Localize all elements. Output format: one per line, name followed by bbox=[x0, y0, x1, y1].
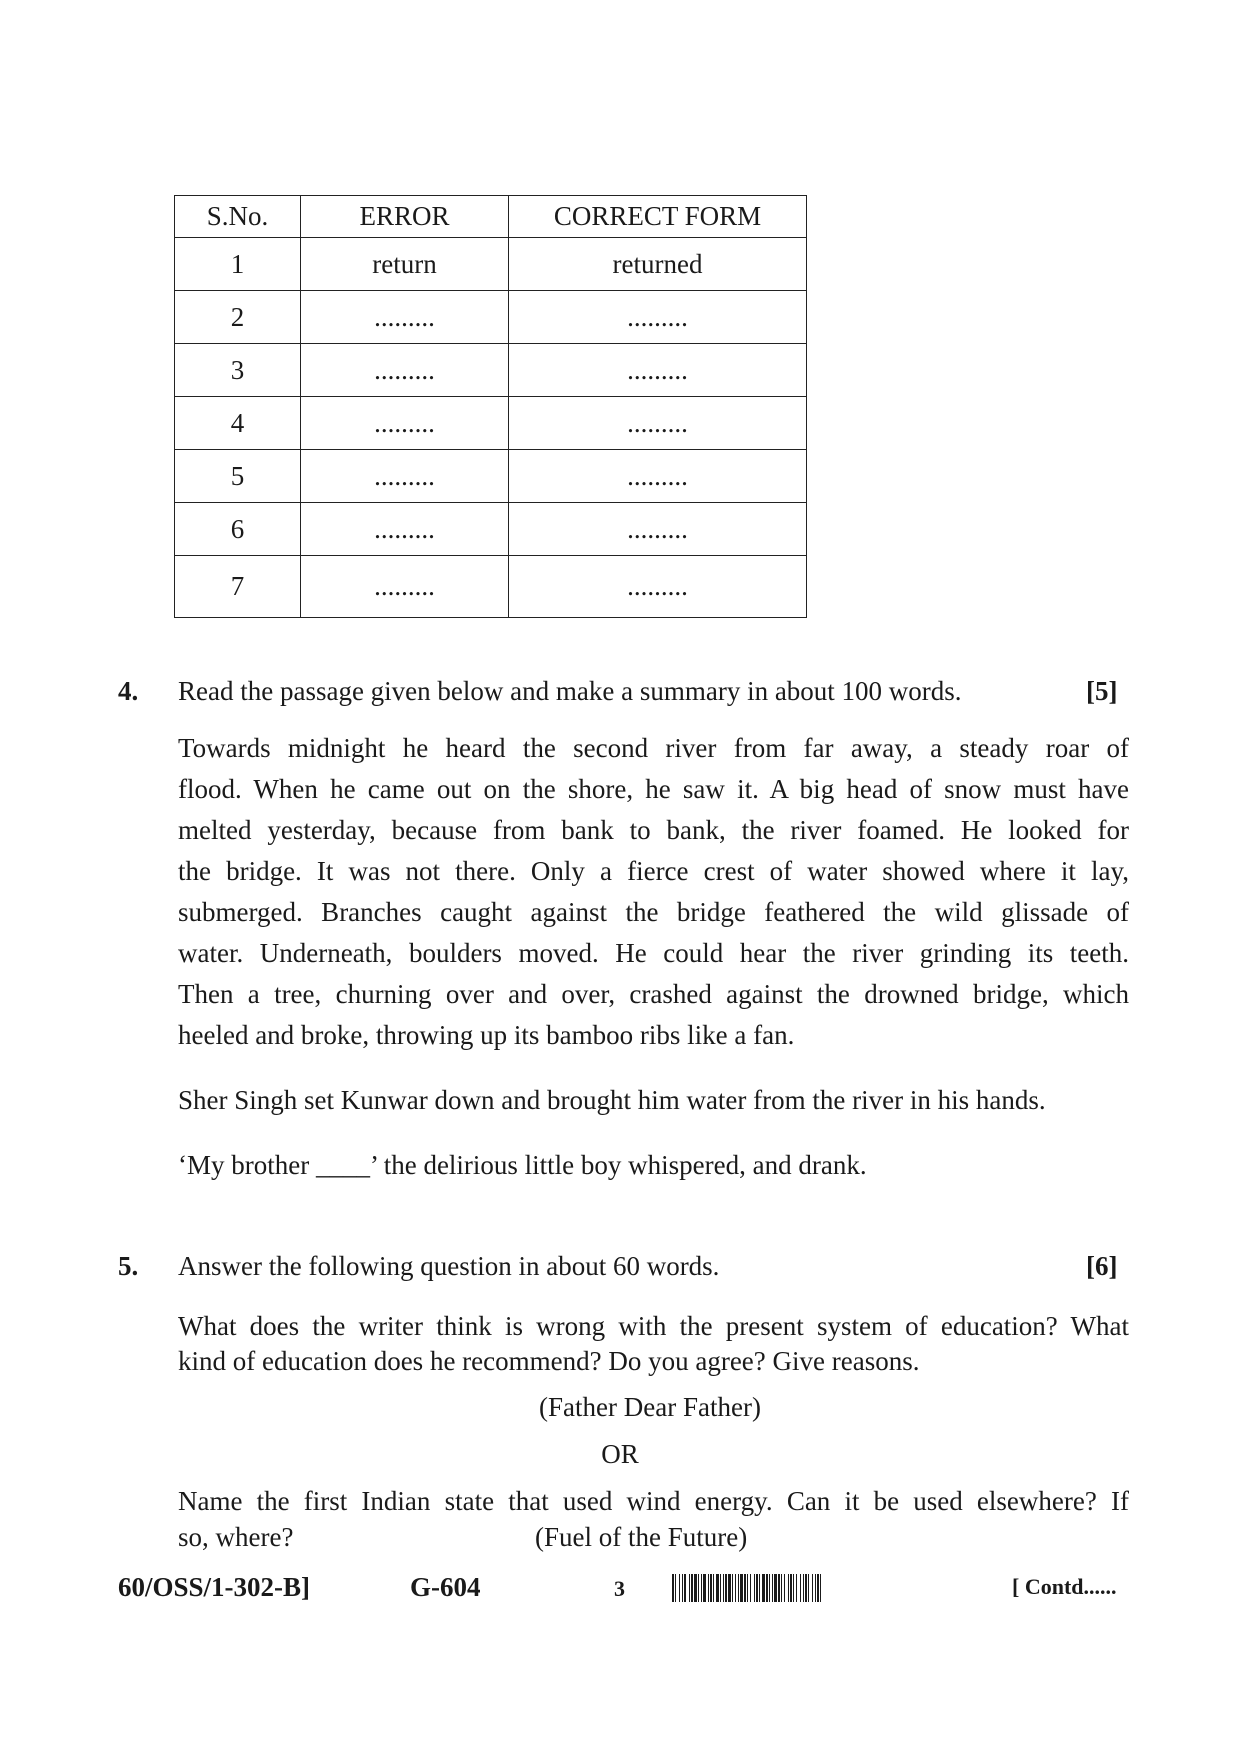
cell-correct: ......... bbox=[509, 503, 807, 556]
passage-line: submerged. Branches caught against the bridge feathered the wild glissade of bbox=[178, 897, 1129, 927]
question-5-number: 5. bbox=[118, 1251, 139, 1281]
cell-correct: ......... bbox=[509, 556, 807, 618]
cell-correct: ......... bbox=[509, 397, 807, 450]
footer-paper-code: 60/OSS/1-302-B] bbox=[118, 1572, 311, 1602]
cell-sno: 4 bbox=[175, 397, 301, 450]
table-row bbox=[175, 503, 807, 556]
cell-sno: 3 bbox=[175, 344, 301, 397]
question-4-prompt: Read the passage given below and make a summary in about 100 words. bbox=[178, 676, 962, 706]
question-5-prompt: Answer the following question in about 60 words. bbox=[178, 1251, 720, 1281]
passage-line: Towards midnight he heard the second river from far away, a steady roar of bbox=[178, 733, 1129, 763]
cell-sno: 7 bbox=[175, 556, 301, 618]
cell-correct: ......... bbox=[509, 291, 807, 344]
cell-sno: 2 bbox=[175, 291, 301, 344]
passage-line: the bridge. It was not there. Only a fierce crest of water showed where it lay, bbox=[178, 856, 1129, 886]
cell-error: ......... bbox=[301, 450, 509, 503]
cell-sno: 1 bbox=[175, 238, 301, 291]
passage-line: heeled and broke, throwing up its bamboo ribs like a fan. bbox=[178, 1020, 795, 1050]
table-header-row bbox=[175, 196, 807, 238]
barcode-icon bbox=[672, 1574, 1008, 1602]
cell-sno: 5 bbox=[175, 450, 301, 503]
question-4-paragraph-2: Sher Singh set Kunwar down and brought him water from the river in his hands. bbox=[178, 1085, 1046, 1115]
table-row bbox=[175, 291, 807, 344]
or-separator: OR bbox=[601, 1439, 639, 1469]
question-4-marks: [5] bbox=[1086, 676, 1118, 706]
cell-correct: ......... bbox=[509, 344, 807, 397]
cell-error: return bbox=[301, 238, 509, 291]
question-5-marks: [6] bbox=[1086, 1251, 1118, 1281]
cell-error: ......... bbox=[301, 291, 509, 344]
cell-error: ......... bbox=[301, 503, 509, 556]
cell-error: ......... bbox=[301, 397, 509, 450]
table-row bbox=[175, 556, 807, 618]
cell-correct: ......... bbox=[509, 450, 807, 503]
cell-error: ......... bbox=[301, 556, 509, 618]
header-error: ERROR bbox=[301, 196, 509, 238]
passage-line: water. Underneath, boulders moved. He could hear the river grinding its teeth. bbox=[178, 938, 1129, 968]
question-5-text-line: What does the writer think is wrong with the present system of education? What bbox=[178, 1311, 1129, 1341]
footer-paper-id: G-604 bbox=[410, 1572, 481, 1602]
header-correct-form: CORRECT FORM bbox=[509, 196, 807, 238]
header-sno: S.No. bbox=[175, 196, 301, 238]
footer-page-number: 3 bbox=[614, 1576, 625, 1601]
error-table bbox=[174, 195, 807, 618]
cell-correct: returned bbox=[509, 238, 807, 291]
table-row bbox=[175, 397, 807, 450]
table-row bbox=[175, 238, 807, 291]
table-row bbox=[175, 344, 807, 397]
question-5-text-line: kind of education does he recommend? Do you agree? Give reasons. bbox=[178, 1346, 920, 1376]
question-5-source-2: (Fuel of the Future) bbox=[535, 1522, 748, 1552]
question-5-alt-line: Name the first Indian state that used wind energy. Can it be used elsewhere? If bbox=[178, 1486, 1129, 1516]
footer-contd: [ Contd...... bbox=[1012, 1574, 1117, 1599]
question-4-paragraph-3: ‘My brother ____’ the delirious little boy whispered, and drank. bbox=[178, 1150, 867, 1180]
cell-sno: 6 bbox=[175, 503, 301, 556]
passage-line: flood. When he came out on the shore, he saw it. A big head of snow must have bbox=[178, 774, 1129, 804]
table-row bbox=[175, 450, 807, 503]
question-4-number: 4. bbox=[118, 676, 139, 706]
question-5-alt-line-2: so, where? bbox=[178, 1522, 294, 1552]
cell-error: ......... bbox=[301, 344, 509, 397]
question-5-source-1: (Father Dear Father) bbox=[539, 1392, 761, 1422]
passage-line: melted yesterday, because from bank to bank, the river foamed. He looked for bbox=[178, 815, 1129, 845]
passage-line: Then a tree, churning over and over, crashed against the drowned bridge, which bbox=[178, 979, 1129, 1009]
